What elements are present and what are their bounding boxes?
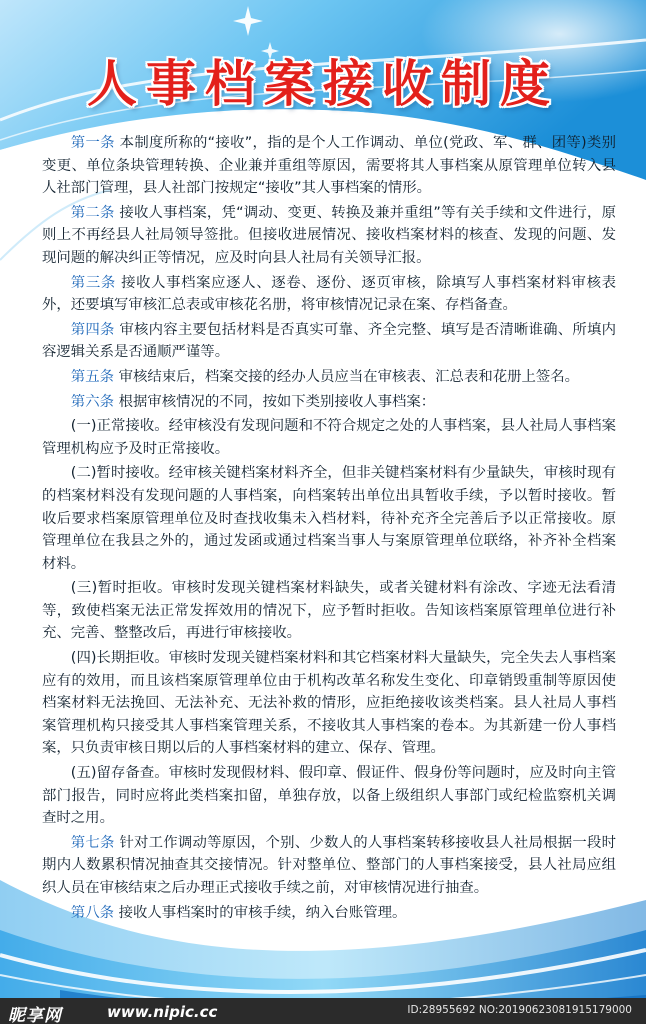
clause-text: 本制度所称的“接收”，指的是个人工作调动、单位(党政、军、群、团等)类别变更、单位条块管理转换、企业兼并重组等原因，需要将其人事档案从原管理单位转入县人社部门管理，县人社部门按规定“接收”其人事档案的情形。 xyxy=(42,135,616,197)
clause-text: 审核内容主要包括材料是否真实可靠、齐全完整、填写是否清晰谁确、所填内容逻辑关系是否通顺严谨等。 xyxy=(42,321,616,361)
clause-paragraph xyxy=(42,832,616,900)
clause-paragraph xyxy=(42,366,616,389)
clause-label: 第八条 xyxy=(70,904,114,921)
clause-text: 接收人事档案，凭“调动、变更、转换及兼并重组”等有关手续和文件进行，原则上不再经县人社局领导签批。但接收进展情况、接收档案材料的核查、发现的问题、发现问题的解决纠正等情况，应及时向县人社局有关领导汇报。 xyxy=(42,204,616,266)
clause-text: (五)留存备查。审核时发现假材料、假印章、假证件、假身份等问题时，应及时向主管部门报告，同时应将此类档案扣留，单独存放，以备上级组织人事部门或纪检监察机关调查时之用。 xyxy=(42,765,616,827)
clause-text: 接收人事档案应逐人、逐卷、逐份、逐页审核，除填写人事档案材料审核表外，还要填写审核汇总表或审核花名册，将审核情况记录在案、存档备查。 xyxy=(42,274,616,314)
image-id: ID:28955692 NO:20190623081915179000 xyxy=(407,1004,632,1016)
clause-label: 第五条 xyxy=(70,368,114,385)
site-url: www.nipic.cc xyxy=(107,1003,218,1021)
watermark-bar xyxy=(0,998,646,1024)
clause-paragraph xyxy=(42,319,616,364)
clause-text: (四)长期拒收。审核时发现关键档案材料和其它档案材料大量缺失，完全失去人事档案应有的效用，而且该档案原管理单位由于机构改革名称发生变化、印章销毁重制等原因使档案材料无法挽回、无法补充、无法补救的情形，应拒绝接收该类档案。县人社局人事档案管理机构只接受其人事档案管理关系，不接收其人事档案的卷本。为其新建一份人事档案，只负责审核日期以后的人事档案材料的建立、保存、管理。 xyxy=(42,650,616,757)
clause-label: 第二条 xyxy=(70,204,115,221)
clause-text: 根据审核情况的不同，按如下类别接收人事档案： xyxy=(118,393,436,410)
clause-paragraph xyxy=(42,202,616,270)
clause-paragraph xyxy=(42,577,616,645)
page-title: 人事档案接收制度 xyxy=(87,55,559,113)
clause-paragraph xyxy=(42,391,616,414)
clause-text: (三)暂时拒收。审核时发现关键档案材料缺失，或者关键材料有涂改、字迹无法看清等，致使档案无法正常发挥效用的情况下，应予暂时拒收。告知该档案原管理单位进行补充、完善、整整改后，再进行审核接收。 xyxy=(42,580,616,642)
clause-paragraph xyxy=(42,902,616,925)
clause-text: (一)正常接收。经审核没有发现问题和不符合规定之处的人事档案，县人社局人事档案管理机构应予及时正常接收。 xyxy=(42,418,616,457)
regulation-body xyxy=(42,132,616,926)
clause-label: 第一条 xyxy=(70,135,115,151)
clause-label: 第七条 xyxy=(70,834,115,851)
clause-text: (二)暂时接收。经审核关键档案材料齐全，但非关键档案材料有少量缺失，审核时现有的档案材料没有发现问题的人事档案，向档案转出单位出具暂收手续，予以暂时接收。暂收后要求档案原管理单位及时查找收集未入档材料，待补充齐全完善后予以正常接收。原管理单位在我县之外的，通过发函或通过档案当事人与案原管理单位联络，补齐补全档案材料。 xyxy=(42,465,616,572)
clause-paragraph xyxy=(42,647,616,760)
clause-label: 第三条 xyxy=(70,274,116,291)
clause-label: 第六条 xyxy=(70,393,114,410)
clause-paragraph xyxy=(42,132,616,200)
clause-label: 第四条 xyxy=(70,321,115,338)
site-logo: 昵享网 xyxy=(8,1006,62,1026)
clause-paragraph xyxy=(42,762,616,830)
clause-text: 接收人事档案时的审核手续，纳入台账管理。 xyxy=(118,904,407,921)
clause-paragraph xyxy=(42,272,616,317)
clause-text: 审核结束后，档案交接的经办人员应当在审核表、汇总表和花册上签名。 xyxy=(118,368,580,385)
clause-paragraph xyxy=(42,415,616,460)
clause-text: 针对工作调动等原因，个别、少数人的人事档案转移接收县人社局根据一段时期内人数累积情况抽查其交接情况。针对整单位、整部门的人事档案接受，县人社局应组织人员在审核结束之后办理正式接收手续之前，对审核情况进行抽查。 xyxy=(42,834,616,896)
clause-paragraph xyxy=(42,462,616,575)
